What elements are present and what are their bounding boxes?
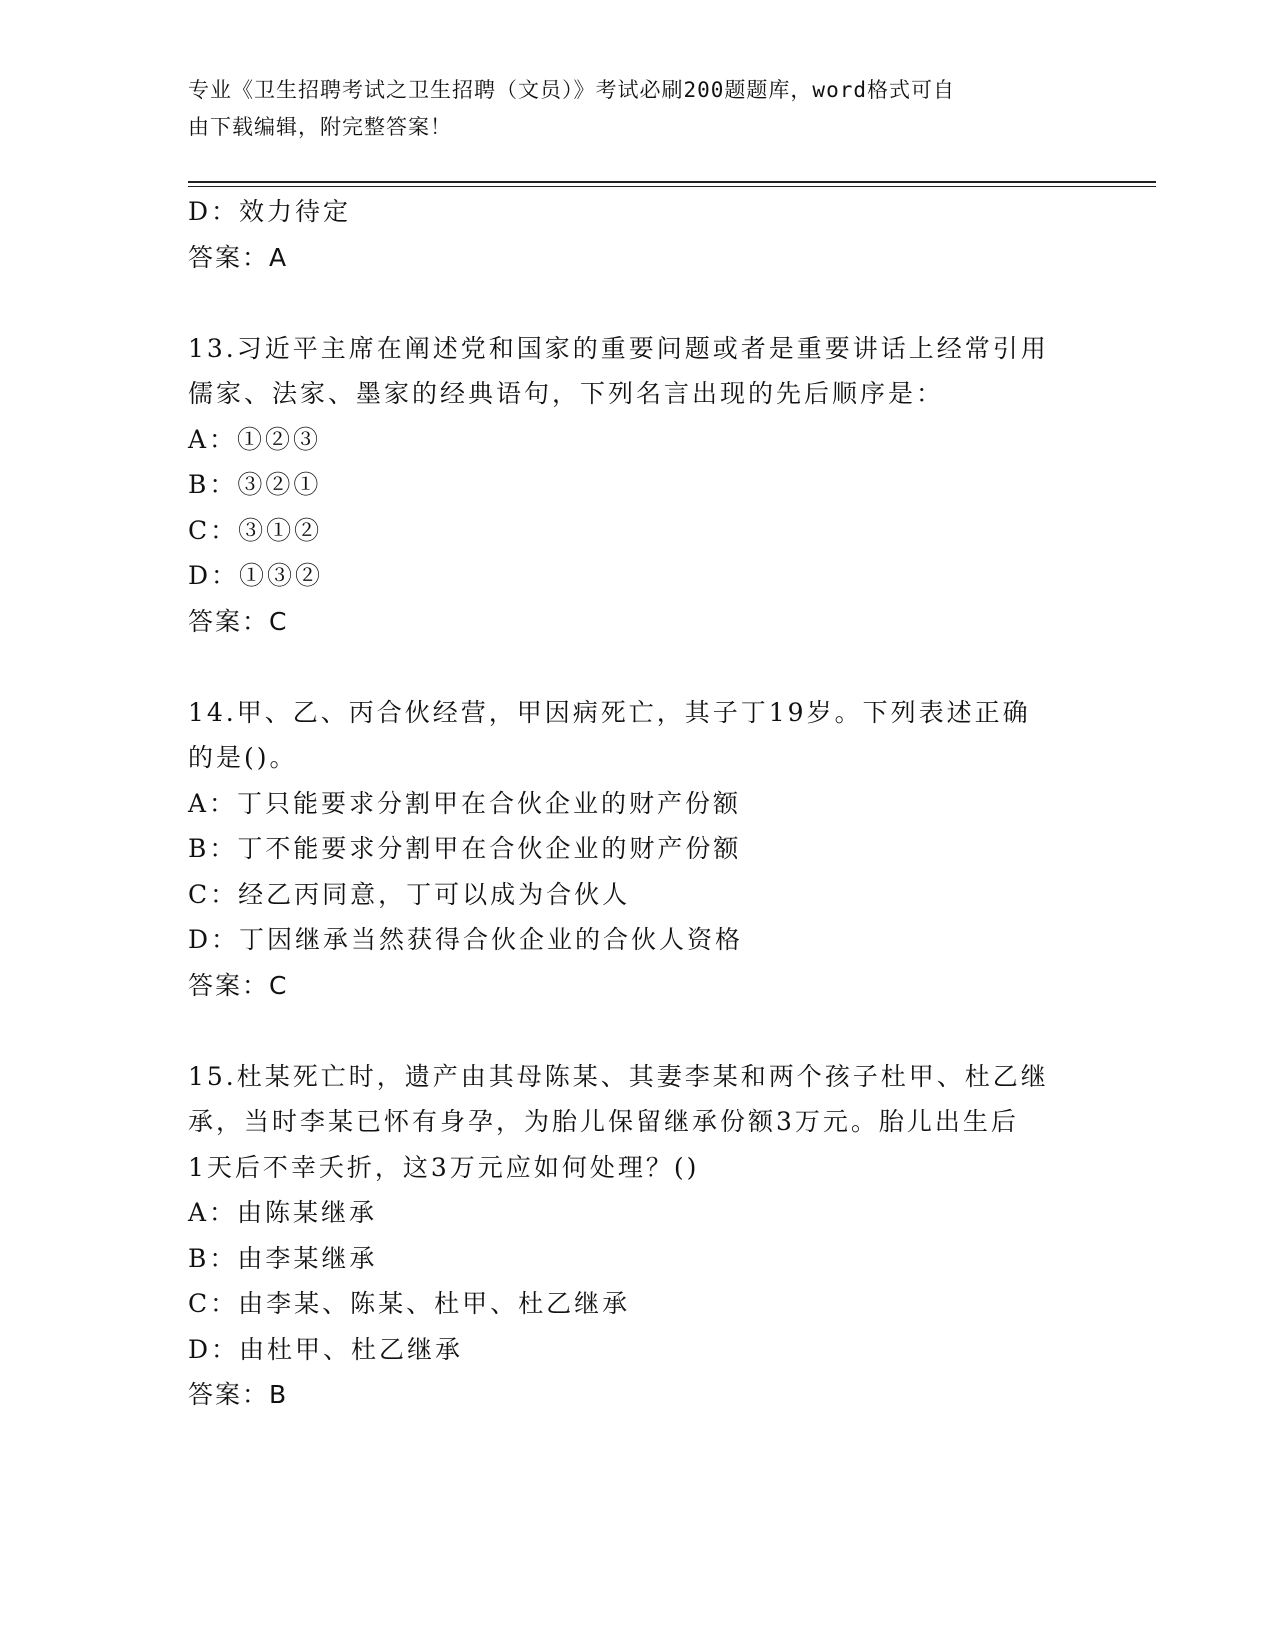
option-a: A：丁只能要求分割甲在合伙企业的财产份额 — [188, 788, 742, 818]
question-15 — [188, 1054, 1088, 1418]
option-d: D：由杜甲、杜乙继承 — [188, 1334, 464, 1364]
prev-option-d: D：效力待定 — [188, 197, 352, 226]
answer: 答案：B — [188, 1380, 289, 1409]
option-a: A：由陈某继承 — [188, 1198, 378, 1227]
option-d: D：①③② — [188, 561, 324, 590]
header-divider-thin — [188, 186, 1156, 187]
question-stem-line: 的是()。 — [188, 743, 298, 772]
option-d: D：丁因继承当然获得合伙企业的合伙人资格 — [188, 925, 744, 954]
question-14 — [188, 690, 1088, 1009]
header-divider — [188, 181, 1156, 183]
option-b: B：丁不能要求分割甲在合伙企业的财产份额 — [188, 834, 742, 863]
header-line-1: 专业《卫生招聘考试之卫生招聘（文员）》考试必刷200题题库，word格式可自 — [188, 78, 955, 102]
question-stem-line: 14.甲、乙、丙合伙经营，甲因病死亡，其子丁19岁。下列表述正确 — [188, 697, 1031, 727]
option-c: C：③①② — [188, 515, 323, 545]
option-b: B：由李某继承 — [188, 1243, 378, 1273]
question-13 — [188, 326, 1088, 645]
option-c: C：经乙丙同意，丁可以成为合伙人 — [188, 879, 631, 909]
question-stem-line: 承，当时李某已怀有身孕，为胎儿保留继承份额3万元。胎儿出生后 — [188, 1107, 1019, 1136]
answer: 答案：C — [188, 606, 289, 636]
option-a: A：①②③ — [188, 424, 322, 454]
question-stem-line: 13.习近平主席在阐述党和国家的重要问题或者是重要讲话上经常引用 — [188, 333, 1049, 363]
prev-answer: 答案：A — [188, 242, 289, 272]
option-b: B：③②① — [188, 470, 322, 499]
answer: 答案：C — [188, 970, 289, 1000]
document-body — [188, 189, 1088, 1418]
question-stem-line: 儒家、法家、墨家的经典语句，下列名言出现的先后顺序是： — [188, 379, 945, 408]
spacer — [188, 280, 1088, 326]
spacer — [188, 644, 1088, 690]
question-stem-line: 15.杜某死亡时，遗产由其母陈某、其妻李某和两个孩子杜甲、杜乙继 — [188, 1061, 1049, 1091]
header-line-2: 由下载编辑，附完整答案！ — [188, 115, 452, 139]
spacer — [188, 1008, 1088, 1054]
document-header — [188, 72, 1088, 146]
option-c: C：由李某、陈某、杜甲、杜乙继承 — [188, 1289, 631, 1318]
question-stem-line: 1天后不幸夭折，这3万元应如何处理？() — [188, 1152, 700, 1182]
